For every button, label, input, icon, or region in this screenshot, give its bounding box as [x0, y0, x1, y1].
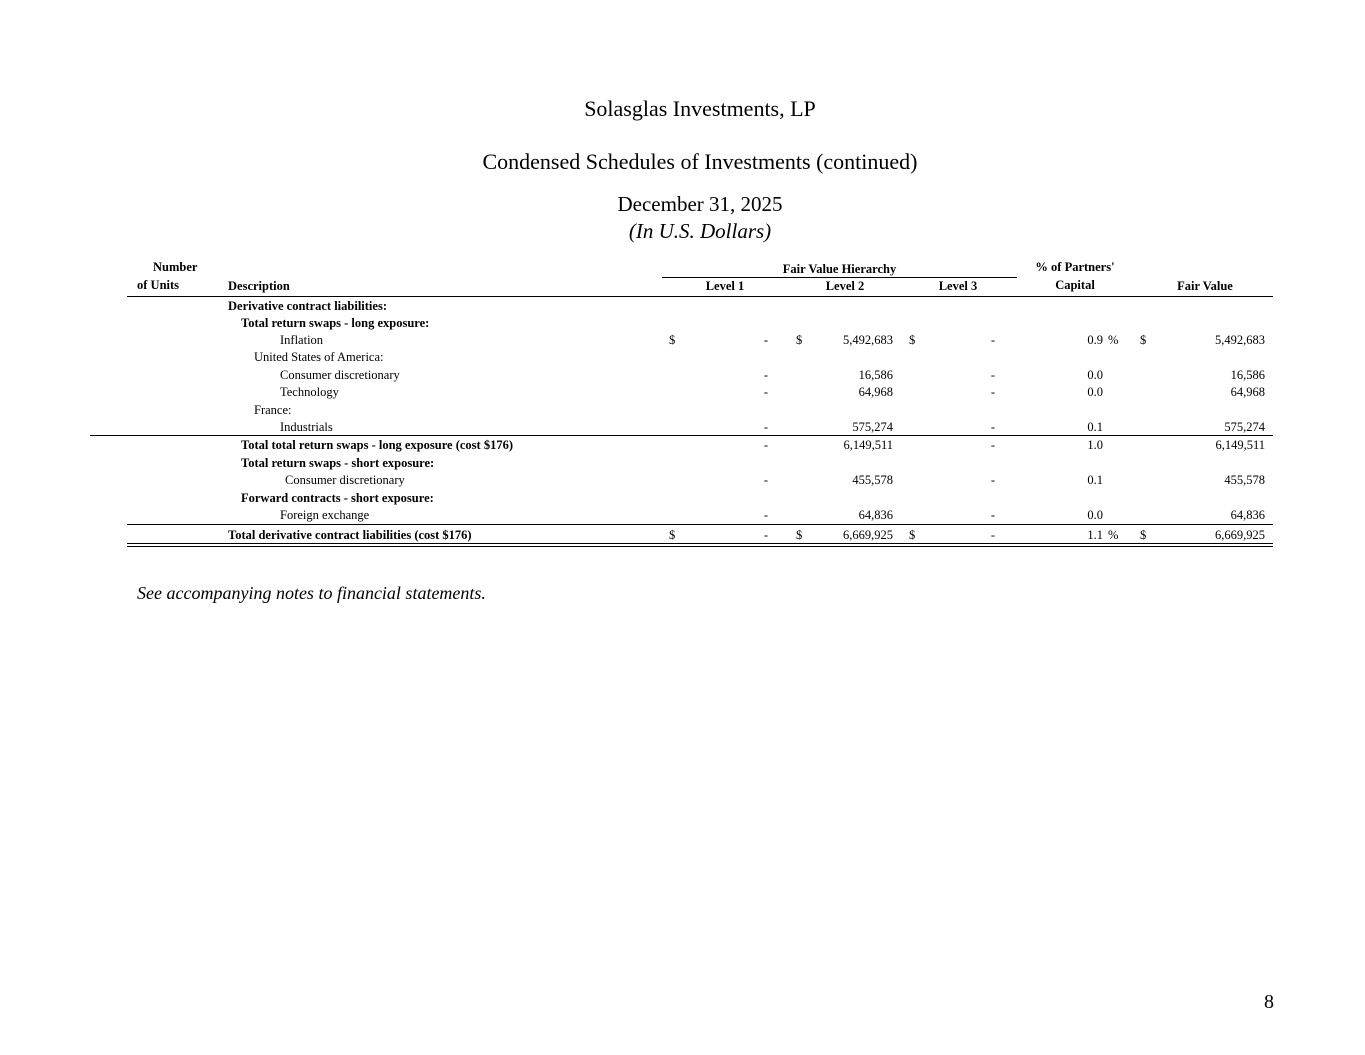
- fair-value: 6,669,925: [1215, 528, 1265, 542]
- pct-header-line1: % of Partners': [1035, 260, 1115, 274]
- double-rule-top: [127, 543, 1273, 544]
- row-label: Industrials: [280, 420, 333, 434]
- level2-value: 455,578: [852, 473, 893, 487]
- level1-header: Level 1: [705, 279, 745, 293]
- level2-value: 5,492,683: [843, 333, 893, 347]
- currency-symbol: $: [1140, 528, 1147, 542]
- level1-value: -: [763, 420, 768, 434]
- level1-value: -: [763, 333, 768, 347]
- currency-symbol: $: [909, 333, 916, 347]
- fair-value: 64,968: [1230, 385, 1265, 399]
- fvh-underline: [662, 277, 1017, 278]
- units-header-line1: Number: [153, 260, 198, 274]
- level2-header: Level 2: [825, 279, 865, 293]
- row-label: Foreign exchange: [280, 508, 370, 522]
- level1-value: -: [763, 528, 768, 542]
- level3-value: -: [990, 385, 995, 399]
- currency-symbol: $: [796, 528, 803, 542]
- level3-value: -: [990, 438, 995, 452]
- pct-value: 0.1: [1087, 420, 1103, 434]
- pct-value: 0.0: [1087, 385, 1103, 399]
- pct-value: 0.9: [1087, 333, 1103, 347]
- total-rule: [127, 524, 1273, 525]
- level2-value: 6,149,511: [843, 438, 893, 452]
- level3-header: Level 3: [938, 279, 978, 293]
- row-label: Consumer discretionary: [285, 473, 405, 487]
- double-rule-bottom: [127, 546, 1273, 547]
- footnote: See accompanying notes to financial statements.: [137, 583, 486, 603]
- row-label: Forward contracts - short exposure:: [241, 491, 434, 505]
- level2-value: 6,669,925: [843, 528, 893, 542]
- pct-value: 1.0: [1087, 438, 1103, 452]
- row-label: Total return swaps - short exposure:: [241, 456, 435, 470]
- level2-value: 64,968: [858, 385, 893, 399]
- pct-sign: %: [1108, 528, 1119, 542]
- units-header-line2: of Units: [137, 278, 180, 292]
- row-label: Derivative contract liabilities:: [228, 299, 387, 313]
- level1-value: -: [763, 438, 768, 452]
- subtotal-rule: [90, 435, 1273, 436]
- fair-value: 6,149,511: [1215, 438, 1265, 452]
- level3-value: -: [990, 420, 995, 434]
- row-label: Total derivative contract liabilities (cost $176): [228, 528, 472, 542]
- pct-value: 0.0: [1087, 368, 1103, 382]
- currency-symbol: $: [909, 528, 916, 542]
- pct-value: 0.1: [1087, 473, 1103, 487]
- pct-value: 1.1: [1087, 528, 1103, 542]
- level1-value: -: [763, 508, 768, 522]
- row-label: Total return swaps - long exposure:: [241, 316, 430, 330]
- level1-value: -: [763, 385, 768, 399]
- currency-symbol: $: [669, 528, 676, 542]
- company-name: Solasglas Investments, LP: [584, 96, 816, 121]
- row-label: United States of America:: [254, 350, 384, 364]
- fair-value-header: Fair Value: [1177, 279, 1233, 293]
- level1-value: -: [763, 473, 768, 487]
- row-label: Inflation: [280, 333, 324, 347]
- fair-value: 16,586: [1230, 368, 1265, 382]
- level2-value: 64,836: [858, 508, 893, 522]
- currency-note: (In U.S. Dollars): [628, 219, 772, 243]
- row-label: Total total return swaps - long exposure (cost $176): [241, 438, 513, 452]
- level3-value: -: [990, 508, 995, 522]
- fair-value: 64,836: [1230, 508, 1265, 522]
- pct-value: 0.0: [1087, 508, 1103, 522]
- currency-symbol: $: [1140, 333, 1147, 347]
- level2-value: 16,586: [858, 368, 893, 382]
- currency-symbol: $: [796, 333, 803, 347]
- pct-header-line2: Capital: [1055, 278, 1095, 292]
- fair-value: 575,274: [1224, 420, 1265, 434]
- level3-value: -: [990, 473, 995, 487]
- level2-value: 575,274: [852, 420, 893, 434]
- fair-value: 455,578: [1224, 473, 1265, 487]
- header-underline: [127, 296, 1273, 297]
- row-label: France:: [254, 403, 292, 417]
- fair-value: 5,492,683: [1215, 333, 1265, 347]
- statement-date: December 31, 2025: [617, 192, 783, 216]
- level3-value: -: [990, 528, 995, 542]
- level3-value: -: [990, 368, 995, 382]
- statement-title: Condensed Schedules of Investments (continued): [482, 149, 918, 174]
- level1-value: -: [763, 368, 768, 382]
- description-header: Description: [228, 279, 290, 293]
- fvh-header: Fair Value Hierarchy: [782, 262, 897, 276]
- row-label: Consumer discretionary: [280, 368, 400, 382]
- pct-sign: %: [1108, 333, 1119, 347]
- page-number: 8: [1264, 991, 1274, 1013]
- row-label: Technology: [280, 385, 339, 399]
- currency-symbol: $: [669, 333, 676, 347]
- level3-value: -: [990, 333, 995, 347]
